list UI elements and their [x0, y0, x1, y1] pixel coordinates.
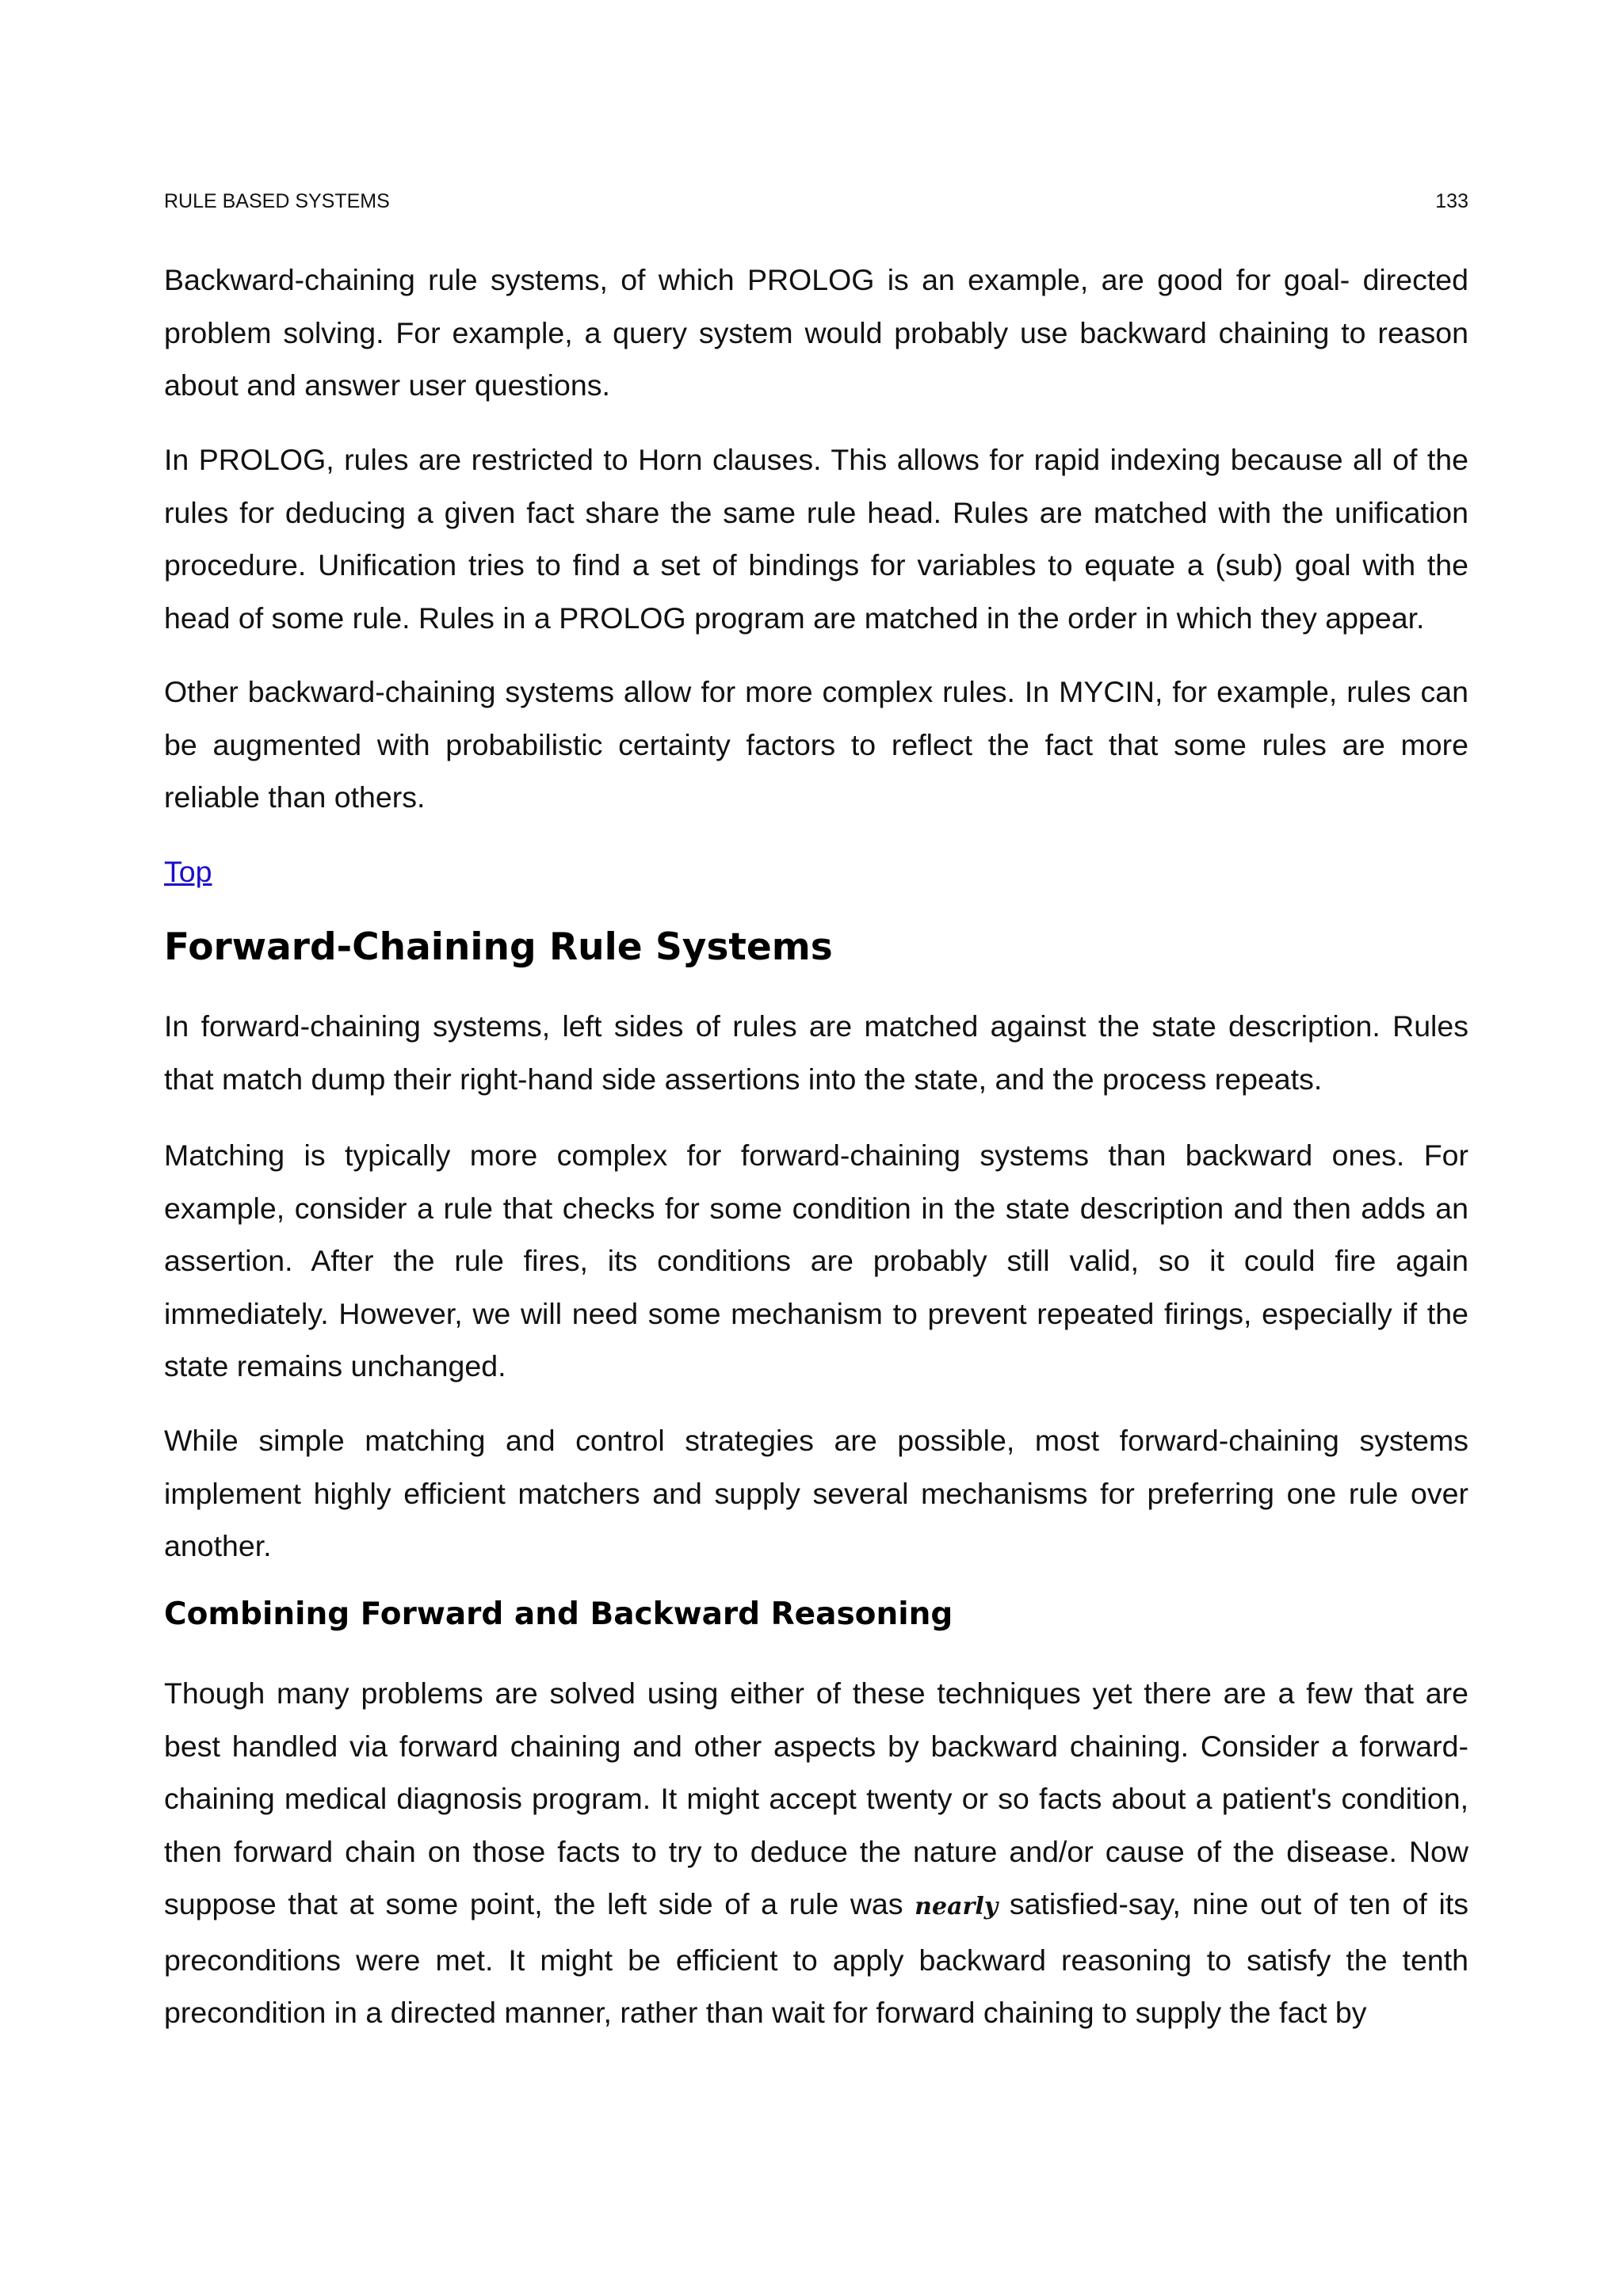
page-number: 133: [1435, 190, 1468, 212]
paragraph-forward-chaining-intro: In forward-chaining systems, left sides of rules are matched against the state description. Rules that match dump their right-hand side assertions into the state, and the process repeats.: [164, 1009, 1468, 1096]
subsection-heading: Combining Forward and Backward Reasoning: [164, 1596, 953, 1632]
paragraph-matchers: While simple matching and control strategies are possible, most forward-chaining systems implement highly efficient matchers and supply several mechanisms for preferring one rule over another.: [164, 1424, 1468, 1562]
paragraph-backward-chaining-intro: Backward-chaining rule systems, of which PROLOG is an example, are good for goal- directed problem solving. For example, a query system would probably use backward chaining to reason about and answer user questions.: [164, 263, 1468, 402]
running-header-title: RULE BASED SYSTEMS: [164, 190, 390, 212]
paragraph-combining-reasoning: [164, 1667, 1468, 2039]
paragraph-prolog-horn-clauses: In PROLOG, rules are restricted to Horn clauses. This allows for rapid indexing because all of the rules for deducing a given fact share the same rule head. Rules are matched with the unification procedure. Unification tries to find a set of bindings for variables to equate a (sub) goal with the head of some rule. Rules in a PROLOG program are matched in the order in which they appear.: [164, 443, 1468, 635]
emphasis-word: nearly: [915, 1893, 999, 1920]
section-heading: Forward-Chaining Rule Systems: [164, 925, 833, 969]
paragraph-matching-complexity: Matching is typically more complex for forward-chaining systems than backward ones. For example, consider a rule that checks for some condition in the state description and then adds an assertion. After the rule fires, its conditions are probably still valid, so it could fire again immediately. However, we will need some mechanism to prevent repeated firings, especially if the state remains unchanged.: [164, 1138, 1468, 1383]
paragraph-text-after: satisfied-say, nine out of ten of its preconditions were met. It might be efficient to apply backward reasoning to satisfy the tenth precondition in a directed manner, rather than wait for forward chaining to supply the fact by: [164, 1887, 1468, 2029]
paragraph-text-before: Though many problems are solved using either of these techniques yet there are a few that are best handled via forward chaining and other aspects by backward chaining. Consider a forward-chaining medical diagnosis program. It might accept twenty or so facts about a patient's condition, then forward chain on those facts to try to deduce the nature and/or cause of the disease. Now suppose that at some point, the left side of a rule was: [164, 1676, 1468, 1920]
paragraph-mycin: Other backward-chaining systems allow for more complex rules. In MYCIN, for example, rules can be augmented with probabilistic certainty factors to reflect the fact that some rules are more reliable than others.: [164, 675, 1468, 814]
top-link[interactable]: Top: [164, 855, 212, 888]
